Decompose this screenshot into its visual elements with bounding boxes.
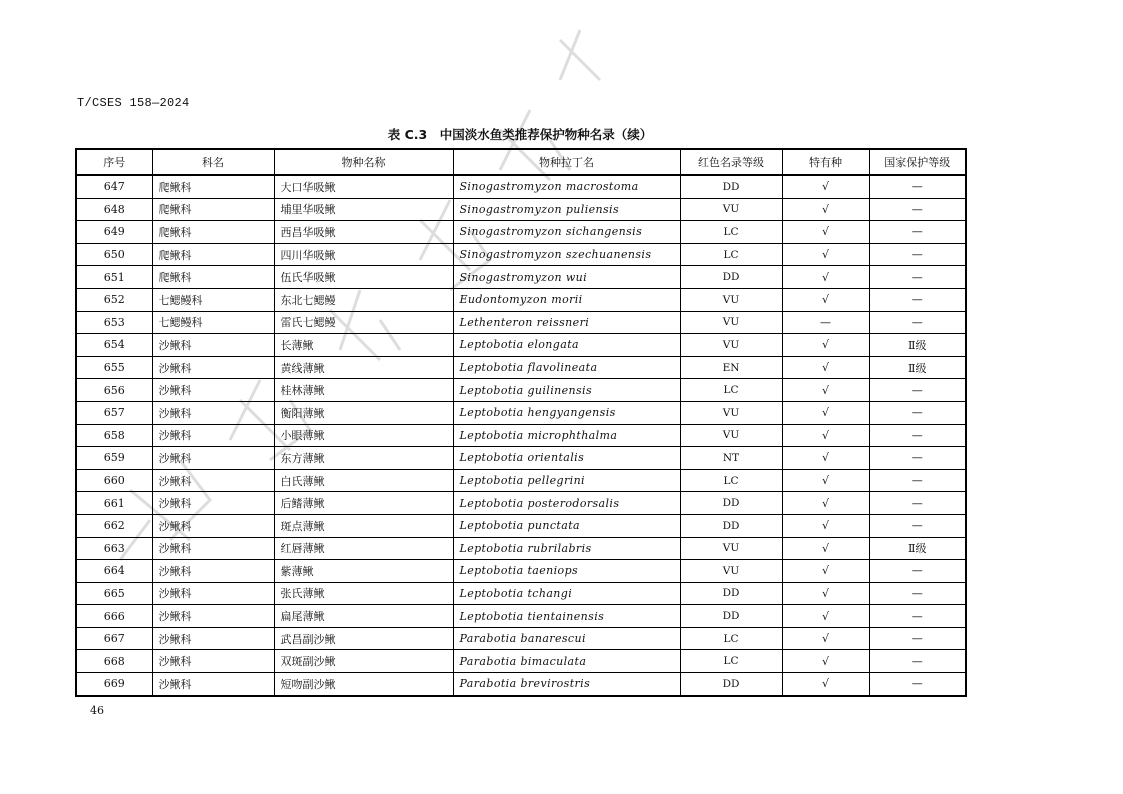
header-endemic: 特有种 — [782, 149, 869, 175]
cell-red-list-level: LC — [680, 650, 782, 673]
cell-protection-level: — — [869, 447, 966, 470]
cell-protection-level: — — [869, 560, 966, 583]
cell-endemic: √ — [782, 424, 869, 447]
cell-family: 沙鳅科 — [152, 514, 274, 537]
header-latin-name: 物种拉丁名 — [453, 149, 680, 175]
cell-family: 爬鳅科 — [152, 221, 274, 244]
cell-red-list-level: VU — [680, 424, 782, 447]
cell-protection-level: — — [869, 175, 966, 198]
cell-protection-level: Ⅱ级 — [869, 537, 966, 560]
cell-protection-level: — — [869, 221, 966, 244]
cell-red-list-level: VU — [680, 198, 782, 221]
table-row — [76, 492, 966, 515]
cell-index: 653 — [76, 311, 152, 334]
cell-index: 662 — [76, 514, 152, 537]
cell-endemic: √ — [782, 605, 869, 628]
table-row — [76, 560, 966, 583]
cell-endemic: √ — [782, 650, 869, 673]
cell-endemic: √ — [782, 537, 869, 560]
cell-protection-level: — — [869, 379, 966, 402]
cell-latin-name: Leptobotia hengyangensis — [453, 401, 680, 424]
cell-species-name: 长薄鳅 — [274, 334, 453, 357]
cell-index: 666 — [76, 605, 152, 628]
cell-endemic: √ — [782, 266, 869, 289]
table-row — [76, 221, 966, 244]
cell-index: 651 — [76, 266, 152, 289]
cell-family: 沙鳅科 — [152, 582, 274, 605]
cell-red-list-level: VU — [680, 311, 782, 334]
cell-family: 沙鳅科 — [152, 627, 274, 650]
cell-latin-name: Leptobotia pellegrini — [453, 469, 680, 492]
cell-protection-level: — — [869, 266, 966, 289]
cell-red-list-level: DD — [680, 582, 782, 605]
table-row — [76, 311, 966, 334]
cell-species-name: 张氏薄鳅 — [274, 582, 453, 605]
cell-endemic: √ — [782, 356, 869, 379]
cell-family: 沙鳅科 — [152, 537, 274, 560]
cell-species-name: 红唇薄鳅 — [274, 537, 453, 560]
cell-red-list-level: VU — [680, 537, 782, 560]
table-row — [76, 582, 966, 605]
cell-latin-name: Sinogastromyzon macrostoma — [453, 175, 680, 198]
cell-species-name: 东方薄鳅 — [274, 447, 453, 470]
header-index: 序号 — [76, 149, 152, 175]
cell-latin-name: Sinogastromyzon puliensis — [453, 198, 680, 221]
table-row — [76, 266, 966, 289]
cell-protection-level: — — [869, 492, 966, 515]
table-row — [76, 514, 966, 537]
cell-endemic: √ — [782, 673, 869, 696]
cell-index: 648 — [76, 198, 152, 221]
cell-latin-name: Leptobotia flavolineata — [453, 356, 680, 379]
cell-endemic: √ — [782, 627, 869, 650]
cell-species-name: 白氏薄鳅 — [274, 469, 453, 492]
cell-family: 沙鳅科 — [152, 605, 274, 628]
table-title: 表 C.3 中国淡水鱼类推荐保护物种名录（续） — [387, 127, 653, 142]
cell-red-list-level: LC — [680, 379, 782, 402]
cell-red-list-level: DD — [680, 175, 782, 198]
cell-family: 沙鳅科 — [152, 401, 274, 424]
table-row — [76, 175, 966, 198]
cell-family: 爬鳅科 — [152, 243, 274, 266]
cell-red-list-level: LC — [680, 627, 782, 650]
cell-protection-level: — — [869, 514, 966, 537]
cell-latin-name: Parabotia banarescui — [453, 627, 680, 650]
cell-red-list-level: VU — [680, 401, 782, 424]
cell-latin-name: Leptobotia guilinensis — [453, 379, 680, 402]
cell-family: 爬鳅科 — [152, 198, 274, 221]
table-row — [76, 288, 966, 311]
cell-latin-name: Leptobotia posterodorsalis — [453, 492, 680, 515]
cell-red-list-level: DD — [680, 605, 782, 628]
cell-species-name: 大口华吸鳅 — [274, 175, 453, 198]
header-species-name: 物种名称 — [274, 149, 453, 175]
cell-species-name: 衡阳薄鳅 — [274, 401, 453, 424]
cell-latin-name: Eudontomyzon morii — [453, 288, 680, 311]
cell-index: 665 — [76, 582, 152, 605]
cell-species-name: 东北七鳃鳗 — [274, 288, 453, 311]
cell-index: 659 — [76, 447, 152, 470]
cell-family: 沙鳅科 — [152, 650, 274, 673]
cell-protection-level: Ⅱ级 — [869, 334, 966, 357]
cell-protection-level: — — [869, 288, 966, 311]
cell-species-name: 双斑副沙鳅 — [274, 650, 453, 673]
cell-species-name: 后鳍薄鳅 — [274, 492, 453, 515]
cell-family: 沙鳅科 — [152, 492, 274, 515]
cell-endemic: √ — [782, 492, 869, 515]
cell-endemic: √ — [782, 582, 869, 605]
table-row — [76, 673, 966, 696]
cell-protection-level: Ⅱ级 — [869, 356, 966, 379]
table-row — [76, 424, 966, 447]
cell-index: 647 — [76, 175, 152, 198]
cell-latin-name: Leptobotia microphthalma — [453, 424, 680, 447]
table-header-row — [76, 149, 966, 175]
cell-protection-level: — — [869, 627, 966, 650]
cell-protection-level: — — [869, 311, 966, 334]
cell-index: 660 — [76, 469, 152, 492]
cell-protection-level: — — [869, 424, 966, 447]
cell-red-list-level: VU — [680, 288, 782, 311]
cell-species-name: 小眼薄鳅 — [274, 424, 453, 447]
cell-endemic: √ — [782, 379, 869, 402]
cell-index: 656 — [76, 379, 152, 402]
standard-code: T/CSES 158—2024 — [77, 96, 190, 110]
cell-species-name: 斑点薄鳅 — [274, 514, 453, 537]
cell-index: 654 — [76, 334, 152, 357]
cell-species-name: 四川华吸鳅 — [274, 243, 453, 266]
cell-family: 沙鳅科 — [152, 424, 274, 447]
cell-index: 664 — [76, 560, 152, 583]
cell-protection-level: — — [869, 650, 966, 673]
cell-latin-name: Leptobotia elongata — [453, 334, 680, 357]
cell-red-list-level: DD — [680, 673, 782, 696]
table-row — [76, 401, 966, 424]
cell-index: 649 — [76, 221, 152, 244]
cell-latin-name: Leptobotia orientalis — [453, 447, 680, 470]
cell-index: 663 — [76, 537, 152, 560]
cell-protection-level: — — [869, 582, 966, 605]
table-body — [76, 175, 966, 696]
cell-protection-level: — — [869, 605, 966, 628]
cell-latin-name: Parabotia brevirostris — [453, 673, 680, 696]
cell-protection-level: — — [869, 673, 966, 696]
cell-latin-name: Sinogastromyzon szechuanensis — [453, 243, 680, 266]
cell-red-list-level: VU — [680, 560, 782, 583]
cell-index: 668 — [76, 650, 152, 673]
cell-red-list-level: NT — [680, 447, 782, 470]
table-row — [76, 650, 966, 673]
cell-species-name: 短吻副沙鳅 — [274, 673, 453, 696]
cell-protection-level: — — [869, 198, 966, 221]
table-row — [76, 605, 966, 628]
page-number: 46 — [90, 704, 104, 717]
table-row — [76, 447, 966, 470]
cell-latin-name: Parabotia bimaculata — [453, 650, 680, 673]
table-row — [76, 334, 966, 357]
cell-latin-name: Sinogastromyzon wui — [453, 266, 680, 289]
cell-latin-name: Leptobotia rubrilabris — [453, 537, 680, 560]
cell-latin-name: Leptobotia tchangi — [453, 582, 680, 605]
cell-red-list-level: DD — [680, 514, 782, 537]
cell-index: 658 — [76, 424, 152, 447]
cell-endemic: — — [782, 311, 869, 334]
header-family: 科名 — [152, 149, 274, 175]
cell-species-name: 扁尾薄鳅 — [274, 605, 453, 628]
cell-family: 爬鳅科 — [152, 175, 274, 198]
cell-endemic: √ — [782, 447, 869, 470]
table-row — [76, 243, 966, 266]
cell-endemic: √ — [782, 221, 869, 244]
table-row — [76, 379, 966, 402]
cell-endemic: √ — [782, 469, 869, 492]
cell-endemic: √ — [782, 175, 869, 198]
cell-index: 650 — [76, 243, 152, 266]
cell-index: 655 — [76, 356, 152, 379]
table-row — [76, 537, 966, 560]
cell-red-list-level: DD — [680, 492, 782, 515]
cell-family: 沙鳅科 — [152, 379, 274, 402]
cell-family: 沙鳅科 — [152, 673, 274, 696]
table-row — [76, 469, 966, 492]
cell-red-list-level: DD — [680, 266, 782, 289]
cell-species-name: 埔里华吸鳅 — [274, 198, 453, 221]
cell-endemic: √ — [782, 243, 869, 266]
cell-latin-name: Leptobotia tientainensis — [453, 605, 680, 628]
cell-index: 657 — [76, 401, 152, 424]
cell-endemic: √ — [782, 514, 869, 537]
cell-family: 沙鳅科 — [152, 334, 274, 357]
cell-protection-level: — — [869, 243, 966, 266]
cell-endemic: √ — [782, 401, 869, 424]
cell-species-name: 武昌副沙鳅 — [274, 627, 453, 650]
cell-index: 669 — [76, 673, 152, 696]
cell-family: 沙鳅科 — [152, 356, 274, 379]
table-row — [76, 198, 966, 221]
cell-red-list-level: VU — [680, 334, 782, 357]
cell-endemic: √ — [782, 334, 869, 357]
cell-red-list-level: LC — [680, 469, 782, 492]
cell-species-name: 伍氏华吸鳅 — [274, 266, 453, 289]
cell-index: 667 — [76, 627, 152, 650]
cell-family: 沙鳅科 — [152, 560, 274, 583]
cell-family: 爬鳅科 — [152, 266, 274, 289]
cell-species-name: 黄线薄鳅 — [274, 356, 453, 379]
cell-species-name: 紫薄鳅 — [274, 560, 453, 583]
cell-endemic: √ — [782, 288, 869, 311]
cell-species-name: 西昌华吸鳅 — [274, 221, 453, 244]
cell-family: 七鳃鳗科 — [152, 288, 274, 311]
header-red-list-level: 红色名录等级 — [680, 149, 782, 175]
cell-species-name: 桂林薄鳅 — [274, 379, 453, 402]
table-row — [76, 627, 966, 650]
cell-red-list-level: EN — [680, 356, 782, 379]
cell-family: 七鳃鳗科 — [152, 311, 274, 334]
header-protection-level: 国家保护等级 — [869, 149, 966, 175]
table-row — [76, 356, 966, 379]
cell-endemic: √ — [782, 560, 869, 583]
cell-index: 661 — [76, 492, 152, 515]
cell-family: 沙鳅科 — [152, 447, 274, 470]
cell-red-list-level: LC — [680, 221, 782, 244]
species-table — [75, 148, 967, 697]
cell-protection-level: — — [869, 401, 966, 424]
cell-species-name: 雷氏七鳃鳗 — [274, 311, 453, 334]
cell-red-list-level: LC — [680, 243, 782, 266]
cell-latin-name: Sinogastromyzon sichangensis — [453, 221, 680, 244]
cell-endemic: √ — [782, 198, 869, 221]
cell-family: 沙鳅科 — [152, 469, 274, 492]
cell-latin-name: Leptobotia punctata — [453, 514, 680, 537]
cell-protection-level: — — [869, 469, 966, 492]
cell-latin-name: Leptobotia taeniops — [453, 560, 680, 583]
cell-latin-name: Lethenteron reissneri — [453, 311, 680, 334]
cell-index: 652 — [76, 288, 152, 311]
